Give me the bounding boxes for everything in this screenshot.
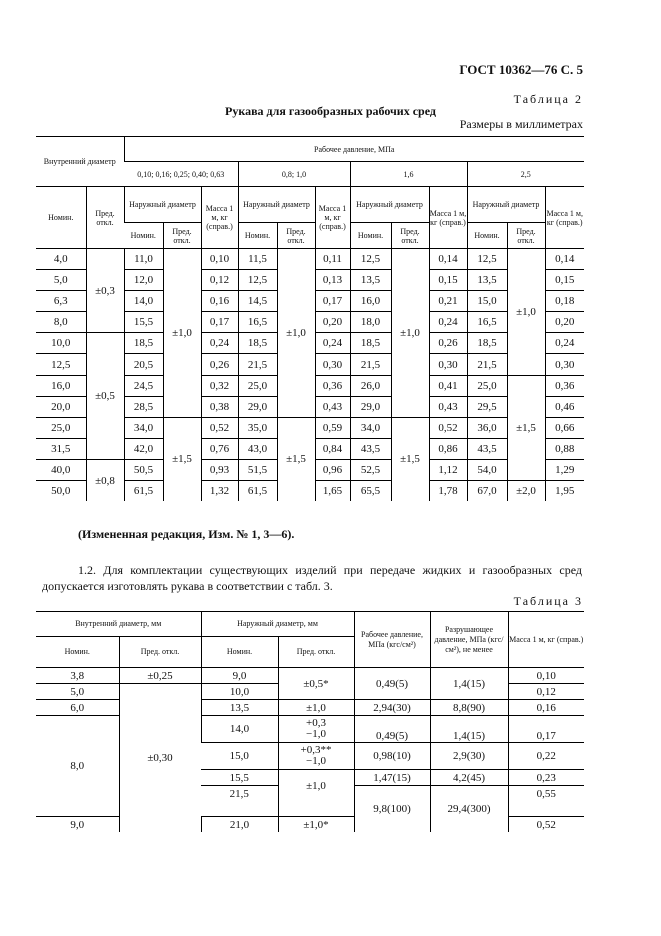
t2-cell: 0,88 [545, 438, 584, 459]
t3-h-mass: Масса 1 м, кг (справ.) [508, 612, 584, 668]
t3-mass: 0,17 [508, 716, 584, 743]
t3-outer: 13,5 [201, 700, 278, 716]
t2-h-mass: Масса 1 м, кг (справ.) [429, 187, 467, 249]
t3-outer-tol: ±0,5* [278, 668, 354, 700]
t2-cell: 54,0 [467, 459, 507, 480]
t2-cell: 0,10 [201, 249, 238, 270]
t2-cell: 0,12 [201, 270, 238, 291]
t3-mass: 0,16 [508, 700, 584, 716]
t2-h-pressure: Рабочее давление, МПа [124, 137, 584, 162]
t2-cell: 25,0 [467, 375, 507, 396]
t3-outer: 15,5 [201, 770, 278, 786]
t2-cell: 18,5 [350, 333, 391, 354]
t2-cell: 24,5 [124, 375, 163, 396]
t2-cell: 0,86 [429, 438, 467, 459]
t2-h-mass: Масса 1 м, кг (справ.) [201, 187, 238, 249]
t2-cell: 12,5 [36, 354, 86, 375]
t3-outer-tol: ±1,0 [278, 700, 354, 716]
t2-cell: 0,20 [545, 312, 584, 333]
t3-burst: 1,4(15) [430, 668, 508, 700]
t2-cell: 1,29 [545, 459, 584, 480]
t2-cell: 50,0 [36, 481, 86, 502]
t2-cell: 1,12 [429, 459, 467, 480]
t2-h-nom: Номин. [350, 223, 391, 249]
t2-cell: 18,5 [467, 333, 507, 354]
t2-cell: 0,14 [545, 249, 584, 270]
t2-tol-out: ±1,0 [163, 249, 201, 418]
t2-tol-out: ±1,5 [163, 417, 201, 501]
t3-outer-tol-minus: −1,0 [306, 755, 326, 767]
t2-cell: 36,0 [467, 417, 507, 438]
t2-cell: 0,43 [429, 396, 467, 417]
t2-cell: 13,5 [467, 270, 507, 291]
t2-cell: 6,3 [36, 291, 86, 312]
t3-outer: 21,5 [201, 786, 278, 802]
t2-tol-out: ±1,0 [277, 249, 315, 418]
t3-burst: 4,2(45) [430, 770, 508, 786]
t2-cell: 11,0 [124, 249, 163, 270]
table3 [36, 611, 584, 832]
t2-cell: 16,5 [238, 312, 277, 333]
t2-cell: 0,41 [429, 375, 467, 396]
t2-cell: 8,0 [36, 312, 86, 333]
t3-spacer [201, 801, 278, 817]
t3-inner-tol: ±0,25 [119, 668, 201, 684]
t2-cell: 0,24 [545, 333, 584, 354]
t2-cell: 29,0 [350, 396, 391, 417]
t3-outer: 10,0 [201, 684, 278, 700]
t2-group-1: 0,10; 0,16; 0,25; 0,40; 0,63 [124, 162, 238, 187]
t2-cell: 0,15 [429, 270, 467, 291]
t2-tol-out: ±1,0 [507, 249, 545, 376]
t2-h-nom: Номин. [124, 223, 163, 249]
t3-h-nom: Номин. [201, 637, 278, 668]
t3-inner: 8,0 [36, 716, 119, 817]
t2-cell: 0,15 [545, 270, 584, 291]
t3-outer-tol [278, 743, 354, 770]
t2-cell: 16,0 [350, 291, 391, 312]
t2-cell: 0,24 [201, 333, 238, 354]
t2-cell: 18,5 [124, 333, 163, 354]
table2-label: Таблица 2 [513, 92, 583, 106]
t2-cell: 4,0 [53, 253, 68, 266]
t2-cell: 21,5 [467, 354, 507, 375]
t3-burst: 2,9(30) [430, 743, 508, 770]
t2-h-tol: Пред. откл. [507, 223, 545, 249]
t2-group-4: 2,5 [467, 162, 584, 187]
t3-outer: 15,0 [201, 743, 278, 770]
t3-mass: 0,22 [508, 743, 584, 770]
t2-cell: 52,5 [350, 459, 391, 480]
t2-cell: 13,5 [350, 270, 391, 291]
t2-cell: 21,5 [238, 354, 277, 375]
t2-cell: 12,5 [238, 270, 277, 291]
t3-spacer [278, 801, 354, 817]
t3-pressure: 9,8(100) [354, 786, 430, 833]
t2-group-2: 0,8; 1,0 [238, 162, 350, 187]
t3-h-inner: Внутренний диаметр, мм [36, 612, 201, 637]
t2-cell: 0,16 [201, 291, 238, 312]
t3-outer-tol-plus: +0,3 [306, 717, 326, 729]
t3-h-tol: Пред. откл. [119, 637, 201, 668]
t2-h-tol: Пред. откл. [391, 223, 429, 249]
t2-cell: 10,0 [36, 333, 86, 354]
t2-cell: 15,0 [467, 291, 507, 312]
table2 [36, 136, 584, 501]
t3-outer-tol-plus: +0,3** [300, 744, 332, 756]
t2-h-nom: Номин. [238, 223, 277, 249]
t2-cell: 0,76 [201, 438, 238, 459]
t2-tol-out: ±1,5 [277, 417, 315, 501]
t2-cell: 0,96 [315, 459, 350, 480]
t2-h-tol: Пред. откл. [277, 223, 315, 249]
t2-cell: 16,5 [467, 312, 507, 333]
t2-cell: 16,0 [36, 375, 86, 396]
t2-cell: 28,5 [124, 396, 163, 417]
t2-h-inner: Внутренний диаметр [36, 137, 124, 187]
t2-cell: 0,18 [545, 291, 584, 312]
t3-pressure: 1,47(15) [354, 770, 430, 786]
t2-cell: 43,0 [238, 438, 277, 459]
t2-cell: 0,38 [201, 396, 238, 417]
t2-cell: 61,5 [238, 481, 277, 502]
paragraph-1-2: 1.2. Для комплектации существующих изделий при передаче жидких и газообразных сред допускается изготовлять рукава в соответствии с табл. 3. [42, 563, 582, 593]
t2-cell: 34,0 [350, 417, 391, 438]
t2-cell: 14,5 [238, 291, 277, 312]
t2-cell: 0,52 [201, 417, 238, 438]
t2-cell: 1,65 [315, 481, 350, 502]
t2-cell: 0,93 [201, 459, 238, 480]
t3-h-pressure: Рабочее давление, МПа (кгс/см²) [354, 612, 430, 668]
t2-cell: 21,5 [350, 354, 391, 375]
t2-h-nom: Номин. [36, 187, 86, 249]
t2-cell: 0,43 [315, 396, 350, 417]
t2-cell: 0,26 [429, 333, 467, 354]
t3-pressure: 0,98(10) [354, 743, 430, 770]
t3-outer: 9,0 [201, 668, 278, 684]
t2-cell: 0,20 [315, 312, 350, 333]
t3-inner: 6,0 [36, 700, 119, 716]
t2-cell: 61,5 [124, 481, 163, 502]
t2-h-outer: Наружный диаметр [238, 187, 315, 223]
t3-spacer [508, 801, 584, 817]
t2-cell: 0,17 [201, 312, 238, 333]
t2-tol-in: ±0,8 [86, 459, 124, 501]
t3-pressure: 0,49(5) [354, 716, 430, 743]
t2-cell: 0,66 [545, 417, 584, 438]
t2-tol-out: ±2,0 [507, 481, 545, 502]
t2-cell: 43,5 [350, 438, 391, 459]
t3-mass: 0,55 [508, 786, 584, 802]
t3-outer-tol: ±1,0 [278, 770, 354, 802]
t3-inner: 5,0 [36, 684, 119, 700]
t2-cell: 42,0 [124, 438, 163, 459]
t2-cell: 0,59 [315, 417, 350, 438]
t2-cell: 18,5 [238, 333, 277, 354]
t2-cell: 29,5 [467, 396, 507, 417]
table2-units: Размеры в миллиметрах [459, 117, 583, 131]
t3-pressure: 0,49(5) [354, 668, 430, 700]
t3-inner: 9,0 [36, 817, 119, 833]
t2-cell: 0,14 [429, 249, 467, 270]
t2-cell: 20,0 [36, 396, 86, 417]
t3-mass: 0,52 [508, 817, 584, 833]
t3-mass: 0,12 [508, 684, 584, 700]
t3-burst: 29,4(300) [430, 786, 508, 833]
t2-cell: 12,0 [124, 270, 163, 291]
t2-h-mass: Масса 1 м, кг (справ.) [545, 187, 584, 249]
t2-cell: 29,0 [238, 396, 277, 417]
t3-pressure: 2,94(30) [354, 700, 430, 716]
t2-h-tol: Пред. откл. [163, 223, 201, 249]
table2-title: Рукава для газообразных рабочих сред [225, 104, 436, 118]
t2-cell: 0,52 [429, 417, 467, 438]
t3-burst: 1,4(15) [430, 716, 508, 743]
t2-tol-out: ±1,5 [507, 375, 545, 480]
t2-cell: 0,30 [545, 354, 584, 375]
t2-cell: 0,30 [315, 354, 350, 375]
t3-inner: 3,8 [70, 669, 85, 682]
t2-cell: 25,0 [238, 375, 277, 396]
t2-cell: 43,5 [467, 438, 507, 459]
t2-cell: 0,13 [315, 270, 350, 291]
t2-cell: 26,0 [350, 375, 391, 396]
t2-h-mass: Масса 1 м, кг (справ.) [315, 187, 350, 249]
t2-cell: 40,0 [36, 459, 86, 480]
t2-cell: 11,5 [238, 249, 277, 270]
t2-tol-out: ±1,0 [391, 249, 429, 418]
t2-cell: 0,17 [315, 291, 350, 312]
t2-tol-in: ±0,5 [86, 333, 124, 460]
t2-cell: 0,24 [429, 312, 467, 333]
t2-tol-in: ±0,3 [86, 249, 124, 333]
t3-h-outer: Наружный диаметр, мм [201, 612, 354, 637]
t2-cell: 67,0 [467, 481, 507, 502]
t2-cell: 31,5 [36, 438, 86, 459]
t2-cell: 0,36 [545, 375, 584, 396]
t2-cell: 51,5 [238, 459, 277, 480]
t3-outer-tol-minus: −1,0 [306, 728, 326, 740]
t2-h-outer: Наружный диаметр [350, 187, 429, 223]
table3-label: Таблица 3 [513, 594, 583, 608]
t3-mass: 0,23 [508, 770, 584, 786]
t3-h-burst: Разрушающее давление, МПа (кгс/см²), не менее [430, 612, 508, 668]
t2-cell: 0,46 [545, 396, 584, 417]
t3-outer-tol [278, 716, 354, 743]
t2-cell: 0,11 [315, 249, 350, 270]
t3-mass: 0,10 [508, 668, 584, 684]
t2-cell: 35,0 [238, 417, 277, 438]
t2-cell: 1,95 [545, 481, 584, 502]
t3-outer: 14,0 [201, 716, 278, 743]
t2-cell: 0,84 [315, 438, 350, 459]
t2-cell: 50,5 [124, 459, 163, 480]
t2-cell: 18,0 [350, 312, 391, 333]
t2-cell: 65,5 [350, 481, 391, 502]
t2-cell: 15,5 [124, 312, 163, 333]
page-header: ГОСТ 10362—76 С. 5 [459, 62, 583, 77]
t2-h-outer: Наружный диаметр [467, 187, 545, 223]
t2-cell: 20,5 [124, 354, 163, 375]
t2-cell: 12,5 [350, 249, 391, 270]
t2-cell: 0,21 [429, 291, 467, 312]
t2-cell: 14,0 [124, 291, 163, 312]
t2-cell: 1,78 [429, 481, 467, 502]
t2-cell: 5,0 [36, 270, 86, 291]
t2-cell: 34,0 [124, 417, 163, 438]
t2-cell: 0,24 [315, 333, 350, 354]
t2-h-tol: Пред. откл. [86, 187, 124, 249]
t2-tol-out: ±1,5 [391, 417, 429, 501]
t3-h-nom: Номин. [36, 637, 119, 668]
t2-cell: 1,32 [201, 481, 238, 502]
t3-h-tol: Пред. откл. [278, 637, 354, 668]
t2-cell: 0,26 [201, 354, 238, 375]
t2-cell: 0,36 [315, 375, 350, 396]
t2-h-outer: Наружный диаметр [124, 187, 201, 223]
revision-note: (Измененная редакция, Изм. № 1, 3—6). [78, 527, 295, 541]
t3-outer: 21,0 [201, 817, 278, 833]
t2-cell: 25,0 [36, 417, 86, 438]
t3-outer-tol: ±1,0* [278, 817, 354, 833]
t2-h-nom: Номин. [467, 223, 507, 249]
t3-inner-tol: ±0,30 [119, 684, 201, 833]
t2-group-3: 1,6 [350, 162, 467, 187]
t2-cell: 0,30 [429, 354, 467, 375]
t2-cell: 12,5 [467, 249, 507, 270]
t3-burst: 8,8(90) [430, 700, 508, 716]
t2-cell: 0,32 [201, 375, 238, 396]
